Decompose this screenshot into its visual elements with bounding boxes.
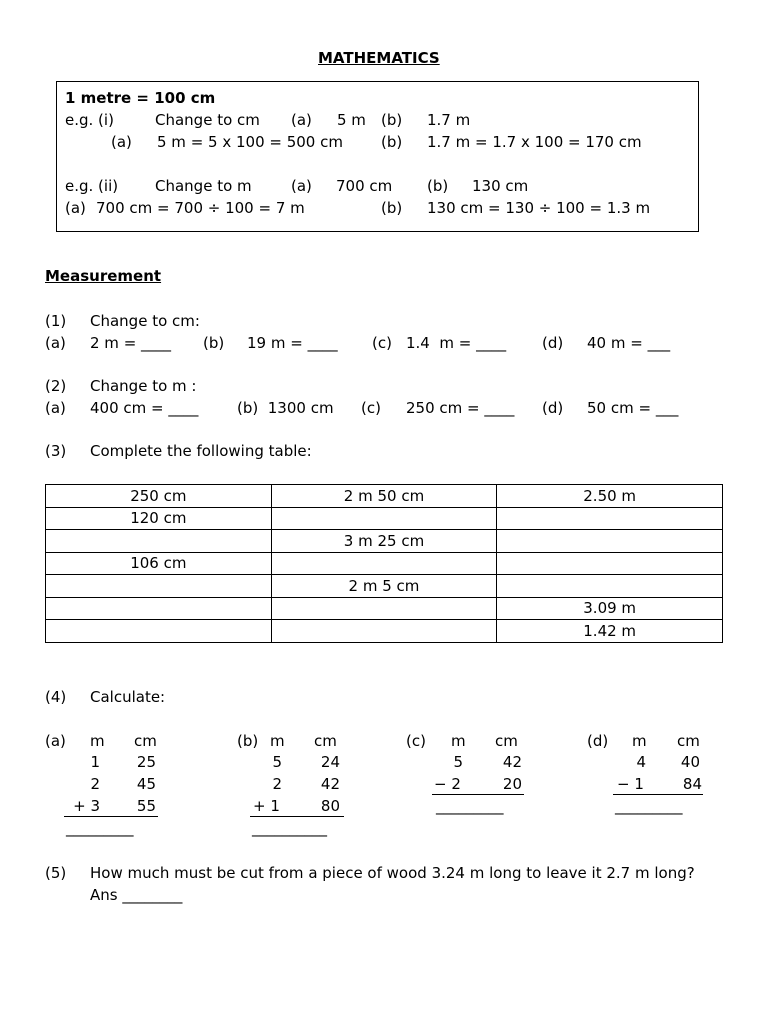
q2-d-label: (d) — [542, 399, 564, 417]
solution2-a-label: (a) — [65, 199, 86, 217]
q4-c-r1-cm: 42 — [502, 753, 522, 771]
q4-d-answer-blank: _________ — [615, 797, 683, 815]
q2-b-text: (b) 1300 cm — [237, 399, 334, 417]
table-cell-m-cm — [271, 507, 497, 530]
solution1-b-equation: 1.7 m = 1.7 x 100 = 170 cm — [427, 133, 642, 151]
table-cell-cm — [46, 597, 272, 620]
solution1-a-equation: 5 m = 5 x 100 = 500 cm — [157, 133, 343, 151]
example2-tag: e.g. (ii) — [65, 177, 119, 195]
q4-a-m-header: m — [90, 732, 105, 750]
q5-question: How much must be cut from a piece of wood 3.24 m long to leave it 2.7 m long? — [90, 864, 695, 882]
q4-c-r2-cm: 20 — [502, 775, 522, 793]
q2-instruction: Change to m : — [90, 377, 197, 395]
table-cell-m — [497, 507, 723, 530]
q4-a-r3-m: + 3 — [73, 797, 100, 815]
example1-b-value: 1.7 m — [427, 111, 471, 129]
table-cell-cm — [46, 620, 272, 643]
table-cell-cm: 106 cm — [46, 552, 272, 575]
q3-number: (3) — [45, 442, 67, 460]
table-cell-m: 3.09 m — [497, 597, 723, 620]
example2-b-label: (b) — [427, 177, 449, 195]
table-cell-m-cm: 2 m 50 cm — [271, 485, 497, 508]
q1-c-label: (c) — [372, 334, 392, 352]
q4-a-r1-cm: 25 — [136, 753, 156, 771]
q4-b-r1-m: 5 — [272, 753, 282, 771]
page-title: MATHEMATICS — [318, 49, 440, 67]
example2-b-value: 130 cm — [472, 177, 529, 195]
table-row — [46, 620, 723, 643]
example1-b-label: (b) — [381, 111, 403, 129]
q4-b-m-header: m — [270, 732, 285, 750]
q2-c-text: 250 cm = ____ — [406, 399, 515, 417]
q3-instruction: Complete the following table: — [90, 442, 312, 460]
q4-instruction: Calculate: — [90, 688, 166, 706]
q1-instruction: Change to cm: — [90, 312, 200, 330]
table-cell-cm: 250 cm — [46, 485, 272, 508]
example1-instruction: Change to cm — [155, 111, 260, 129]
q1-a-text: 2 m = ____ — [90, 334, 172, 352]
table-row — [46, 507, 723, 530]
table-cell-m: 2.50 m — [497, 485, 723, 508]
q1-c-text: 1.4 m = ____ — [406, 334, 507, 352]
table-cell-m: 1.42 m — [497, 620, 723, 643]
q4-d-cm-header: cm — [677, 732, 700, 750]
solution2-b-label: (b) — [381, 199, 403, 217]
q1-d-label: (d) — [542, 334, 564, 352]
q4-b-r3-m: + 1 — [253, 797, 280, 815]
q4-b-sum-line — [250, 816, 344, 817]
q4-a-sum-line — [64, 816, 158, 817]
q2-number: (2) — [45, 377, 67, 395]
q4-b-label: (b) — [237, 732, 259, 750]
q4-c-r2-m: − 2 — [434, 775, 461, 793]
q4-b-r1-cm: 24 — [320, 753, 340, 771]
example2-a-label: (a) — [291, 177, 312, 195]
metre-definition: 1 metre = 100 cm — [65, 89, 216, 107]
q4-c-cm-header: cm — [495, 732, 518, 750]
solution1-a-label: (a) — [111, 133, 132, 151]
q4-a-answer-blank: _________ — [66, 819, 134, 837]
q4-a-r2-m: 2 — [90, 775, 100, 793]
q4-a-r2-cm: 45 — [136, 775, 156, 793]
q4-d-r1-m: 4 — [636, 753, 646, 771]
q2-a-text: 400 cm = ____ — [90, 399, 199, 417]
q4-number: (4) — [45, 688, 67, 706]
q4-d-r2-m: − 1 — [617, 775, 644, 793]
table-cell-m-cm: 3 m 25 cm — [271, 530, 497, 553]
q4-d-r1-cm: 40 — [680, 753, 700, 771]
q4-c-m-header: m — [451, 732, 466, 750]
table-row — [46, 530, 723, 553]
q4-a-r1-m: 1 — [90, 753, 100, 771]
table-cell-cm — [46, 575, 272, 598]
q4-c-answer-blank: _________ — [436, 797, 504, 815]
q5-number: (5) — [45, 864, 67, 882]
q2-d-text: 50 cm = ___ — [587, 399, 679, 417]
q4-d-difference-line — [613, 794, 703, 795]
q4-d-r2-cm: 84 — [682, 775, 702, 793]
q4-b-r3-cm: 80 — [320, 797, 340, 815]
example2-instruction: Change to m — [155, 177, 252, 195]
q4-c-label: (c) — [406, 732, 426, 750]
q5-answer-blank: Ans ________ — [90, 886, 183, 904]
q4-a-label: (a) — [45, 732, 66, 750]
q4-b-r2-m: 2 — [272, 775, 282, 793]
table-cell-m — [497, 530, 723, 553]
table-row — [46, 575, 723, 598]
conversion-table — [45, 484, 723, 643]
example1-tag: e.g. (i) — [65, 111, 114, 129]
q1-d-text: 40 m = ___ — [587, 334, 671, 352]
q2-a-label: (a) — [45, 399, 66, 417]
solution1-b-label: (b) — [381, 133, 403, 151]
solution2-a-equation: 700 cm = 700 ÷ 100 = 7 m — [96, 199, 305, 217]
q4-b-answer-blank: __________ — [252, 819, 327, 837]
q4-b-r2-cm: 42 — [320, 775, 340, 793]
q4-b-cm-header: cm — [314, 732, 337, 750]
q4-a-r3-cm: 55 — [136, 797, 156, 815]
q4-d-m-header: m — [632, 732, 647, 750]
table-cell-m-cm — [271, 597, 497, 620]
table-row — [46, 485, 723, 508]
example1-a-value: 5 m — [337, 111, 366, 129]
q1-b-text: 19 m = ____ — [247, 334, 338, 352]
q4-d-label: (d) — [587, 732, 609, 750]
table-row — [46, 552, 723, 575]
example1-a-label: (a) — [291, 111, 312, 129]
q4-c-difference-line — [432, 794, 524, 795]
table-row — [46, 597, 723, 620]
table-cell-m — [497, 552, 723, 575]
table-cell-cm: 120 cm — [46, 507, 272, 530]
section-heading: Measurement — [45, 267, 162, 285]
table-cell-m-cm: 2 m 5 cm — [271, 575, 497, 598]
q4-a-cm-header: cm — [134, 732, 157, 750]
table-cell-m-cm — [271, 552, 497, 575]
q4-c-r1-m: 5 — [453, 753, 463, 771]
table-cell-m-cm — [271, 620, 497, 643]
table-cell-m — [497, 575, 723, 598]
q2-c-label: (c) — [361, 399, 381, 417]
q1-b-label: (b) — [203, 334, 225, 352]
solution2-b-equation: 130 cm = 130 ÷ 100 = 1.3 m — [427, 199, 651, 217]
table-cell-cm — [46, 530, 272, 553]
q1-number: (1) — [45, 312, 67, 330]
q1-a-label: (a) — [45, 334, 66, 352]
example2-a-value: 700 cm — [336, 177, 393, 195]
